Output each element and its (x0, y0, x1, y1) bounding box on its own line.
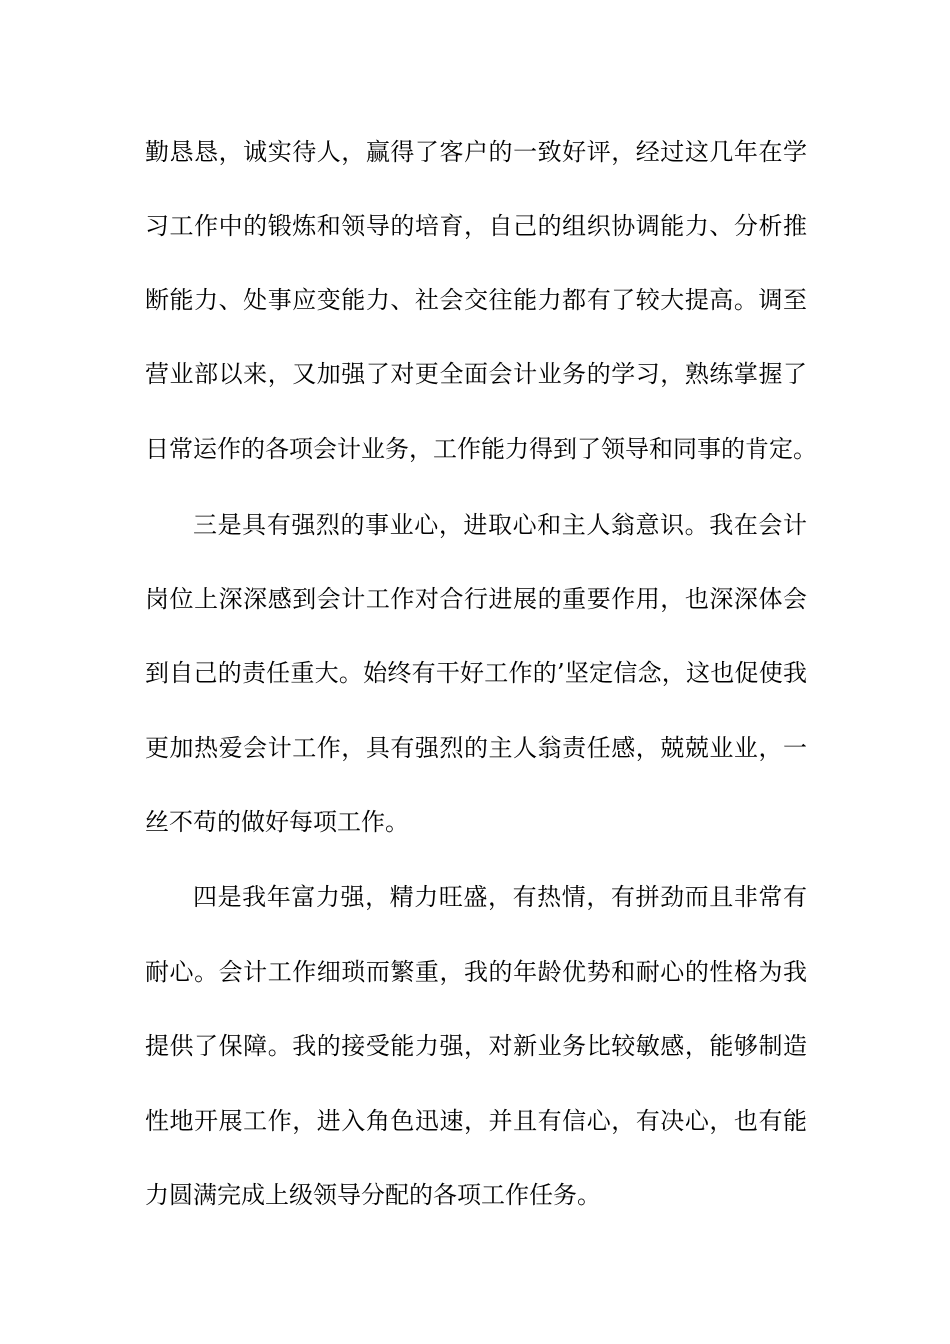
paragraph-line: 耐心。会计工作细琐而繁重，我的年龄优势和耐心的性格为我 (145, 958, 807, 986)
paragraph-line: 到自己的责任重大。始终有干好工作的’坚定信念，这也促使我 (145, 659, 807, 687)
paragraph-line: 提供了保障。我的接受能力强，对新业务比较敏感，能够制造 (145, 1032, 807, 1060)
paragraph-line: 日常运作的各项会计业务，工作能力得到了领导和同事的肯定。 (145, 435, 817, 463)
paragraph-line: 断能力、处事应变能力、社会交往能力都有了较大提高。调至 (145, 286, 807, 314)
paragraph-line: 丝不苟的做好每项工作。 (145, 808, 409, 836)
paragraph-line: 三是具有强烈的事业心，进取心和主人翁意识。我在会计 (193, 511, 807, 539)
paragraph-line: 更加热爱会计工作，具有强烈的主人翁责任感，兢兢业业，一 (145, 734, 807, 762)
paragraph-line: 习工作中的锻炼和领导的培育，自己的组织协调能力、分析推 (145, 212, 807, 240)
paragraph-line: 营业部以来，又加强了对更全面会计业务的学习，熟练掌握了 (145, 360, 807, 388)
paragraph-line: 岗位上深深感到会计工作对合行进展的重要作用，也深深体会 (145, 585, 807, 613)
paragraph-line: 力圆满完成上级领导分配的各项工作任务。 (145, 1181, 601, 1209)
paragraph-line: 四是我年富力强，精力旺盛，有热情，有拼劲而且非常有 (193, 883, 807, 911)
paragraph-line: 勤恳恳，诚实待人，赢得了客户的一致好评，经过这几年在学 (145, 138, 807, 166)
paragraph-line: 性地开展工作，进入角色迅速，并且有信心，有决心，也有能 (145, 1107, 807, 1135)
